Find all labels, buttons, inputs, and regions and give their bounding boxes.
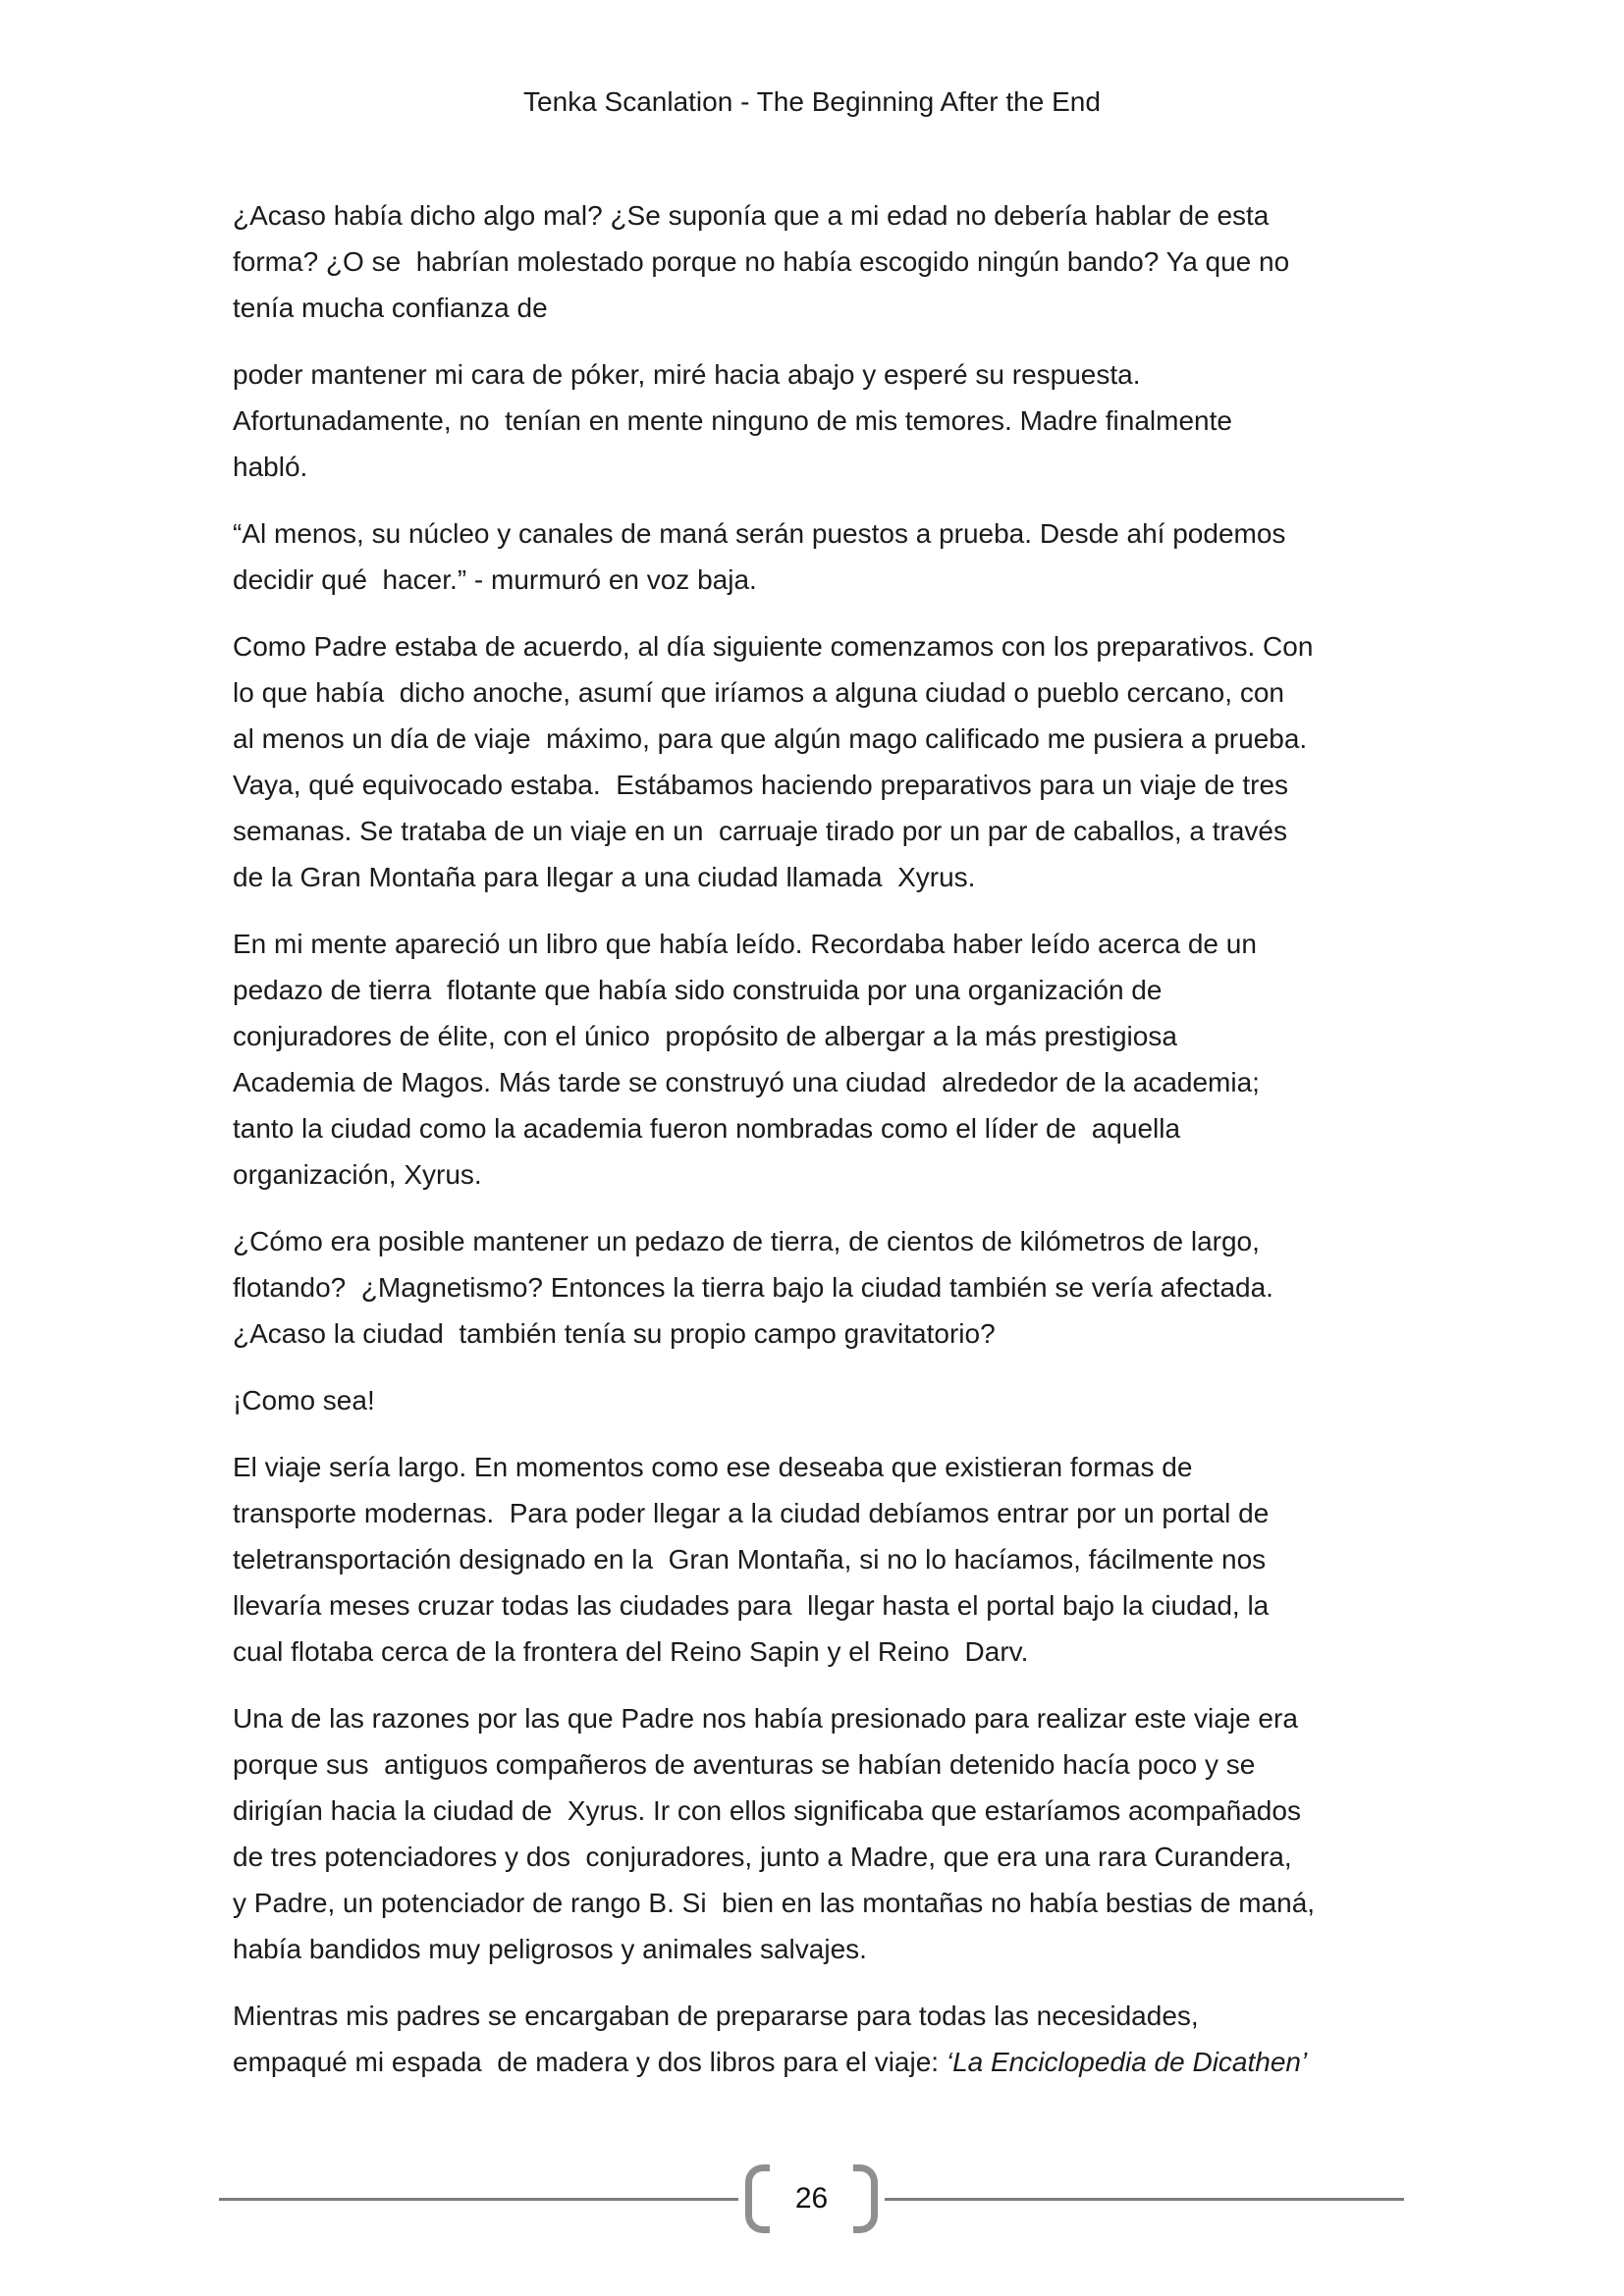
text-line: de tres potenciadores y dos conjuradores, junto a Madre, que era una rara Curandera, <box>233 1842 1292 1872</box>
text-line: llevaría meses cruzar todas las ciudades para llegar hasta el portal bajo la ciudad, la <box>233 1590 1270 1621</box>
document-body <box>233 192 1421 2106</box>
paragraph <box>233 1377 1421 1423</box>
text-line <box>233 2039 1421 2085</box>
text-line: de la Gran Montaña para llegar a una ciudad llamada Xyrus. <box>233 862 976 892</box>
text-line: conjuradores de élite, con el único propósito de albergar a la más prestigiosa <box>233 1021 1177 1051</box>
footer-rule-right <box>885 2198 1404 2201</box>
paragraph <box>233 921 1421 1198</box>
text-line: había bandidos muy peligrosos y animales salvajes. <box>233 1934 867 1964</box>
text-line: y Padre, un potenciador de rango B. Si bien en las montañas no había bestias de maná, <box>233 1888 1316 1918</box>
page-header <box>0 82 1624 122</box>
text-line: porque sus antiguos compañeros de aventuras se habían detenido hacía poco y se <box>233 1749 1256 1780</box>
text-line: semanas. Se trataba de un viaje en un carruaje tirado por un par de caballos, a través <box>233 816 1287 846</box>
text-run: empaqué mi espada de madera y dos libros para el viaje: <box>233 2047 947 2077</box>
text-line: transporte modernas. Para poder llegar a la ciudad debíamos entrar por un portal de <box>233 1498 1270 1528</box>
text-line: organización, Xyrus. <box>233 1159 482 1190</box>
text-line: teletransportación designado en la Gran Montaña, si no lo hacíamos, fácilmente nos <box>233 1544 1267 1575</box>
text-line: Vaya, qué equivocado estaba. Estábamos haciendo preparativos para un viaje de tres <box>233 770 1289 800</box>
text-line: poder mantener mi cara de póker, miré hacia abajo y esperé su respuesta. <box>233 359 1141 390</box>
text-line: En mi mente apareció un libro que había leído. Recordaba haber leído acerca de un <box>233 929 1257 959</box>
paragraph <box>233 510 1421 603</box>
text-line: dirigían hacia la ciudad de Xyrus. Ir con ellos significaba que estaríamos acompañados <box>233 1795 1301 1826</box>
text-line: decidir qué hacer.” - murmuró en voz baja. <box>233 564 757 595</box>
text-line: habló. <box>233 452 308 482</box>
text-line: ¡Como sea! <box>233 1385 375 1415</box>
text-line: tanto la ciudad como la academia fueron nombradas como el líder de aquella <box>233 1113 1181 1144</box>
text-line: “Al menos, su núcleo y canales de maná serán puestos a prueba. Desde ahí podemos <box>233 518 1286 549</box>
text-line: ¿Acaso había dicho algo mal? ¿Se suponía que a mi edad no debería hablar de esta <box>233 200 1270 231</box>
page-number: 26 <box>794 2182 829 2215</box>
text-line: ¿Acaso la ciudad también tenía su propio campo gravitatorio? <box>233 1318 996 1349</box>
text-line: lo que había dicho anoche, asumí que iríamos a alguna ciudad o pueblo cercano, con <box>233 677 1284 708</box>
text-line: tenía mucha confianza de <box>233 293 548 323</box>
paragraph <box>233 623 1421 900</box>
text-line: Una de las razones por las que Padre nos había presionado para realizar este viaje era <box>233 1703 1298 1734</box>
paragraph <box>233 192 1421 331</box>
text-line: Academia de Magos. Más tarde se construyó una ciudad alrededor de la academia; <box>233 1067 1260 1097</box>
text-line: flotando? ¿Magnetismo? Entonces la tierra bajo la ciudad también se vería afectada. <box>233 1272 1273 1303</box>
text-line: forma? ¿O se habrían molestado porque no había escogido ningún bando? Ya que no <box>233 246 1290 277</box>
text-line: Afortunadamente, no tenían en mente ninguno de mis temores. Madre finalmente <box>233 405 1232 436</box>
book-title-italic: ‘La Enciclopedia de Dicathen’ <box>946 2047 1308 2077</box>
paragraph <box>233 1218 1421 1357</box>
left-bracket-decoration <box>745 2164 770 2233</box>
footer-rule-left <box>219 2198 738 2201</box>
text-line: El viaje sería largo. En momentos como ese deseaba que existieran formas de <box>233 1452 1193 1482</box>
text-line: Como Padre estaba de acuerdo, al día siguiente comenzamos con los preparativos. Con <box>233 631 1314 662</box>
paragraph <box>233 1695 1421 1972</box>
paragraph <box>233 1993 1421 2085</box>
text-line: cual flotaba cerca de la frontera del Reino Sapin y el Reino Darv. <box>233 1636 1029 1667</box>
text-line: Mientras mis padres se encargaban de prepararse para todas las necesidades, <box>233 2001 1199 2031</box>
paragraph <box>233 351 1421 490</box>
text-line: ¿Cómo era posible mantener un pedazo de tierra, de cientos de kilómetros de largo, <box>233 1226 1260 1256</box>
page-footer <box>219 2169 1404 2228</box>
header-title: Tenka Scanlation - The Beginning After the End <box>523 86 1101 117</box>
right-bracket-decoration <box>853 2164 878 2233</box>
text-line: al menos un día de viaje máximo, para que algún mago calificado me pusiera a prueba. <box>233 723 1308 754</box>
paragraph <box>233 1444 1421 1675</box>
text-line: pedazo de tierra flotante que había sido construida por una organización de <box>233 975 1163 1005</box>
